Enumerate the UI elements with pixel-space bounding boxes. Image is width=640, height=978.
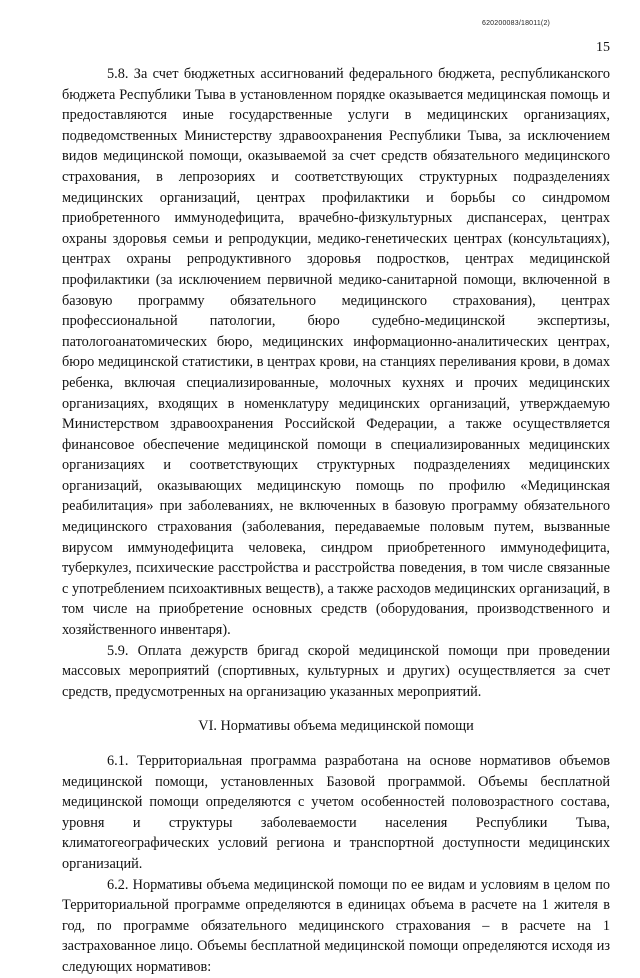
page-number: 15 <box>596 40 610 55</box>
paragraph-6-2: 6.2. Нормативы объема медицинской помощи по ее видам и условиям в целом по Территориальной программе определяются в единицах объема в расчете на 1 жителя в год, по программе обязательного медицинского страхования – в расчете на 1 застрахованное лицо. Объемы бесплатной медицинской помощи определяются исходя из следующих нормативов: <box>62 876 610 975</box>
document-body <box>62 64 610 978</box>
paragraph-5-9: 5.9. Оплата дежурств бригад скорой медицинской помощи при проведении массовых мероприятий (спортивных, культурных и других) осуществляется за счет средств, предусмотренных на организацию указанных мероприятий. <box>62 642 610 700</box>
paragraph-5-8: 5.8. За счет бюджетных ассигнований федерального бюджета, республиканского бюджета Республики Тыва в установленном порядке оказывается медицинская помощь и предоставляются иные государственные услуги в медицинских организациях, подведомственных Министерству здравоохранения Республики Тыва, за исключением видов медицинской помощи, оказываемой за счет средств обязательного медицинского страхования, в лепрозориях и соответствующих структурных подразделениях медицинских организаций, центрах профилактики и борьбы со синдромом приобретенного иммунодефицита, врачебно-физкультурных диспансерах, центрах охраны здоровья семьи и репродукции, медико-генетических центрах (консультациях), центрах охраны репродуктивного здоровья подростков, центрах медицинской профилактики (за исключением первичной медико-санитарной помощи, включенной в базовую программу обязательного медицинского страхования), центрах профессиональной патологии, бюро судебно-медицинской экспертизы, патологоанатомических бюро, медицинских информационно-аналитических центрах, бюро медицинской статистики, в центрах крови, на станциях переливания крови, в домах ребенка, включая специализированные, молочных кухнях и прочих медицинских организациях, входящих в номенклатуру медицинских организаций, утверждаемую Министерством здравоохранения Российской Федерации, а также осуществляется финансовое обеспечение медицинской помощи в специализированных медицинских организациях и соответствующих структурных подразделениях медицинских организаций, оказывающих медицинскую помощь по профилю «Медицинская реабилитация» при заболеваниях, не включенных в базовую программу обязательного медицинского страхования (заболевания, передаваемые половым путем, вызванные вирусом иммунодефицита человека, синдром приобретенного иммунодефицита, туберкулез, психические расстройства и расстройства поведения, в том числе связанные с употреблением психоактивных веществ), а также расходов медицинских организаций, в том числе на приобретение основных средств (оборудования, производственного и хозяйственного инвентаря). <box>62 66 610 639</box>
paragraph-6-1: 6.1. Территориальная программа разработана на основе нормативов объемов медицинской помощи, установленных Базовой программой. Объемы бесплатной медицинской помощи определяются с учетом особенностей половозрастного состава, уровня и структуры заболеваемости населения Республики Тыва, климатогеографических условий региона и транспортной доступности медицинских организаций. <box>62 753 610 872</box>
section-heading: VI. Нормативы объема медицинской помощи <box>198 718 474 735</box>
document-code: 620200083/18011(2) <box>482 20 551 27</box>
